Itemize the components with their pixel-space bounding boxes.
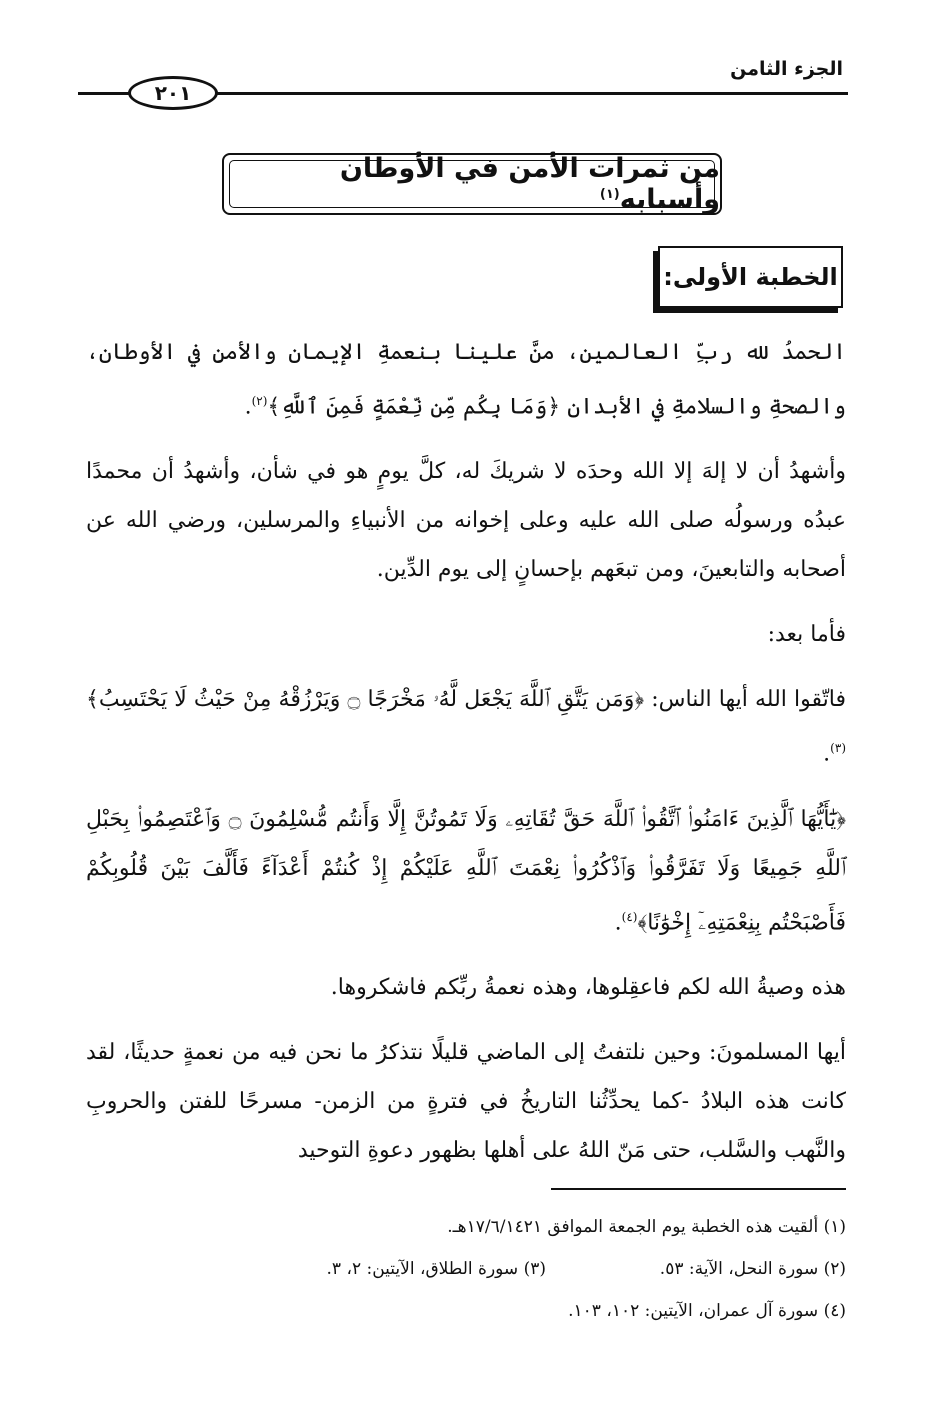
paragraph: أيها المسلمونَ: وحين نلتفتُ إلى الماضي قليلًا نتذكرُ ما نحن فيه من نعمةٍ حديثًا، لقد كانت هذه البلادُ -كما يحدِّثُنا التاريخُ في فترةٍ من الزمن- مسرحًا للفتن والحروبِ والنَّهب والسَّلب، حتى مَنّ اللهُ على أهلها بظهور دعوةِ التوحيد [86,1039,846,1163]
section-label: الخطبة الأولى: [658,246,843,308]
body-text [86,328,846,1191]
quran-verse: ﴿وَمَن يَتَّقِ ٱللَّهَ يَجْعَل لَّهُۥ مَخْرَجًا ۝ وَيَرْزُقْهُ مِنْ حَيْثُ لَا يَحْتَسِبُ﴾ [86,687,645,713]
paragraph-text: فاتّقوا الله أيها الناس: [651,687,846,713]
footnote: (٤) سورة آل عمران، الآيتين: ١٠٢، ١٠٣. [568,1301,846,1321]
footnote-row [86,1248,846,1290]
paragraph: ﴿يَٰٓأَيُّهَا ٱلَّذِينَ ءَامَنُوا۟ ٱتَّقُوا۟ ٱللَّهَ حَقَّ تُقَاتِهِۦ وَلَا تَمُوتُنَّ إِلَّا وَأَنتُم مُّسْلِمُونَ ۝ وَٱعْتَصِمُوا۟ بِحَبْلِ ٱللَّهِ جَمِيعًا وَلَا تَفَرَّقُوا۟ وَٱذْكُرُوا۟ نِعْمَتَ ٱللَّهِ عَلَيْكُمْ إِذْ كُنتُمْ أَعْدَآءً فَأَلَّفَ بَيْنَ قُلُوبِكُمْ فَأَصْبَحْتُم بِنِعْمَتِهِۦٓ إِخْوَٰنًا﴾$^{(٤)}$. [86,806,846,935]
footnote: (٣) سورة الطلاق، الآيتين: ٢، ٣. [326,1259,546,1279]
footnote-mark: (٤) [621,909,638,924]
chapter-title-text: من ثمرات الأمن في الأوطان وأسبابه [339,153,720,215]
footnote: (١) ألقيت هذه الخطبة يوم الجمعة الموافق ١٧/٦/١٤٢١هـ. [447,1217,846,1237]
paragraph: الحمدُ لله ربِّ العالمين، منَّ علينا بنعمةِ الإيمان والأمنِ في الأوطان، والصحةِ والسلامةِ في الأبدان ﴿وَمَا بِكُم مِّن نِّعْمَةٍ فَمِنَ ٱللَّهِ﴾$^{(٢)}$. [86,340,846,420]
running-head: الجزء الثامن [730,58,843,80]
footnotes [86,1206,846,1332]
footnote-mark: (٢) [251,394,268,408]
page-number-text: ٢٠١ [154,81,192,105]
title-frame [222,153,722,215]
footnote-mark: (٣) [830,741,846,756]
paragraph: هذه وصيةُ الله لكم فاعقِلوها، وهذه نعمةُ ربِّكم فاشكروها. [330,974,846,1000]
page-number [128,76,218,110]
quran-verse: ﴿يَٰٓأَيُّهَا ٱلَّذِينَ ءَامَنُوا۟ ٱتَّقُوا۟ ٱللَّهَ حَقَّ تُقَاتِهِۦ وَلَا تَمُوتُنَّ إِلَّا وَأَنتُم مُّسْلِمُونَ ۝ وَٱعْتَصِمُوا۟ بِحَبْلِ ٱللَّهِ جَمِيعًا وَلَا تَفَرَّقُوا۟ وَٱذْكُرُوا۟ نِعْمَتَ ٱللَّهِ عَلَيْكُمْ إِذْ كُنتُمْ أَعْدَآءً فَأَلَّفَ بَيْنَ قُلُوبِكُمْ فَأَصْبَحْتُم بِنِعْمَتِهِۦٓ إِخْوَٰنًا﴾ [86,806,846,935]
paragraph: فاتّقوا الله أيها الناس: ﴿وَمَن يَتَّقِ ٱللَّهَ يَجْعَل لَّهُۥ مَخْرَجًا ۝ وَيَرْزُقْهُ مِنْ حَيْثُ لَا يَحْتَسِبُ﴾$^{(٣)}$. [86,687,846,767]
chapter-title [224,153,720,215]
footnote: (٢) سورة النحل، الآية: ٥٣. [659,1259,846,1279]
quran-verse: ﴿وَمَا بِكُم مِّن نِّعْمَةٍ فَمِنَ ٱللَّهِ﴾ [267,394,561,420]
paragraph: فأما بعد: [767,622,846,648]
paragraph: وأشهدُ أن لا إلهَ إلا الله وحدَه لا شريكَ له، كلَّ يومٍ هو في شأن، وأشهدُ أن محمدًا عبدُه ورسولُه صلى الله عليه وعلى إخوانه من الأنبياءِ والمرسلين، ورضي الله عن أصحابه والتابعينَ، ومن تبعَهم بإحسانٍ إلى يوم الدِّين. [86,459,846,583]
title-footnote-mark: (١) [599,187,620,202]
paragraph-text: الحمدُ لله ربِّ العالمين، منَّ علينا بنعمةِ الإيمان والأمنِ في الأوطان، والصحةِ والسلامةِ في الأبدان [86,340,846,420]
footnote-rule [551,1188,846,1190]
